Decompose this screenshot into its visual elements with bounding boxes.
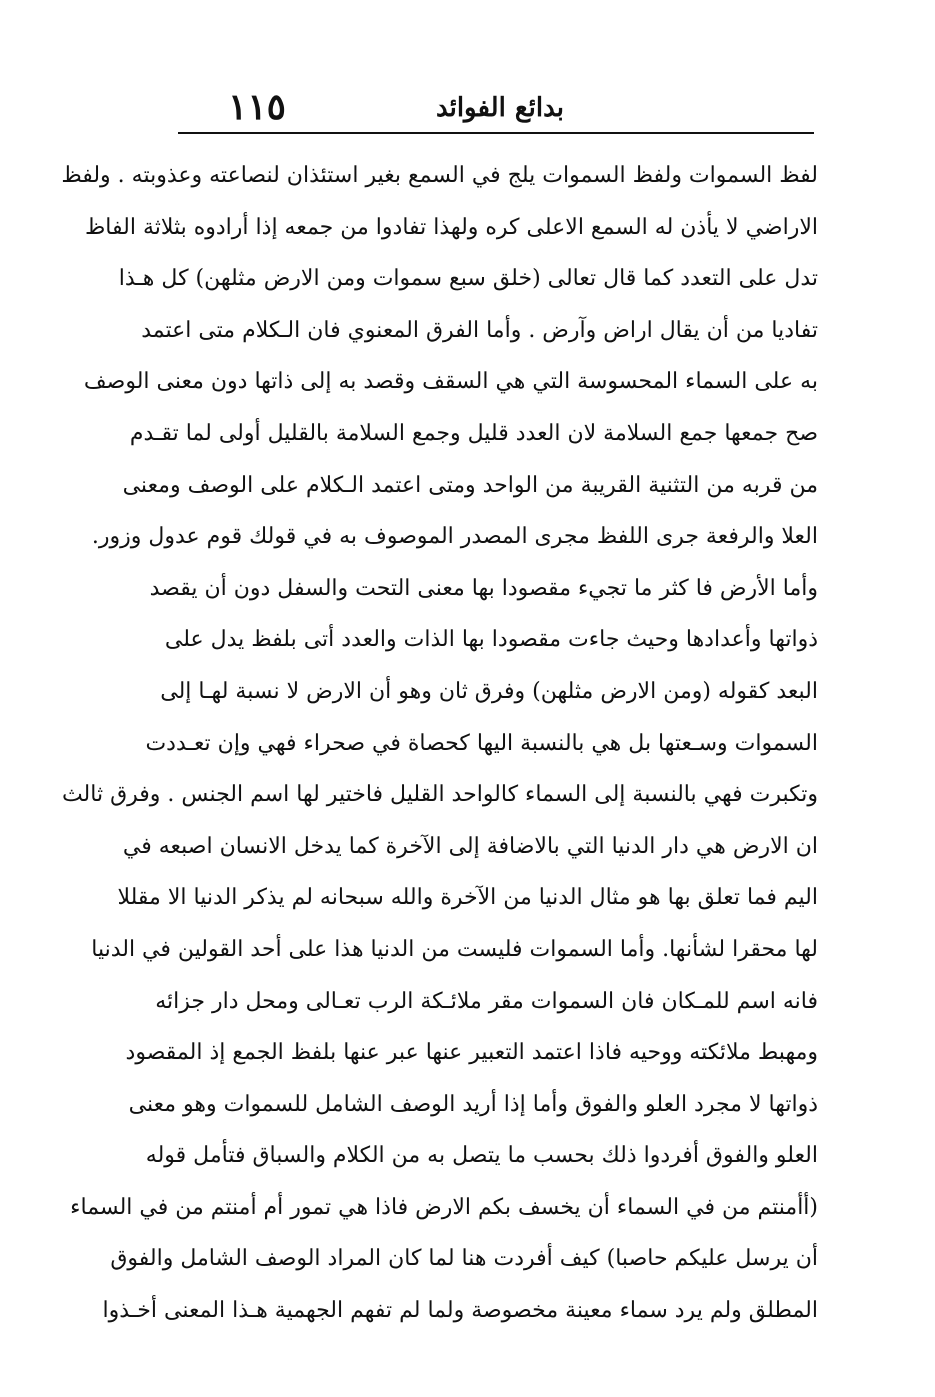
page-header bbox=[170, 82, 818, 132]
text-line: الاراضي لا يأذن له السمع الاعلى كره ولهذا تفادوا من جمعه إذا أرادوه بثلاثة الفاظ bbox=[84, 214, 818, 240]
text-line: المطلق ولم يرد سماء معينة مخصوصة ولما لم تفهم الجهمية هـذا المعنى أخـذوا bbox=[102, 1298, 818, 1324]
text-line: اليم فما تعلق بها هو مثال الدنيا من الآخرة والله سبحانه لم يذكر الدنيا الا مقللا bbox=[117, 885, 818, 911]
text-line: ومهبط ملائكته ووحيه فاذا اعتمد التعبير عنها عبر عنها بلفظ الجمع إذ المقصود bbox=[125, 1040, 818, 1066]
text-line: العلا والرفعة جرى اللفظ مجرى المصدر الموصوف به في قولك قوم عدول وزور. bbox=[91, 524, 818, 550]
text-line: البعد كقوله (ومن الارض مثلهن) وفرق ثان وهو أن الارض لا نسبة لهـا إلى bbox=[160, 678, 818, 704]
text-line: ان الارض هي دار الدنيا التي بالاضافة إلى الآخرة كما يدخل الانسان اصبعه في bbox=[122, 833, 818, 859]
text-line: أن يرسل عليكم حاصبا) كيف أفردت هنا لما كان المراد الوصف الشامل والفوق bbox=[110, 1246, 818, 1272]
running-title: بدائع الفوائد bbox=[435, 93, 565, 123]
text-line: ذواتها وأعدادها وحيث جاءت مقصودا بها الذات والعدد أتى بلفظ يدل على bbox=[164, 627, 818, 653]
text-line: تفاديا من أن يقال اراض وآرض . وأما الفرق المعنوي فان الـكلام متى اعتمد bbox=[141, 317, 818, 343]
text-line: العلو والفوق أفردوا ذلك بحسب ما يتصل به من الكلام والسباق فتأمل قوله bbox=[145, 1143, 818, 1169]
text-line: تدل على التعدد كما قال تعالى (خلق سبع سموات ومن الارض مثلهن) كل هـذا bbox=[118, 266, 818, 292]
text-line: لها محقرا لشأنها. وأما السموات فليست من الدنيا هذا على أحد القولين في الدنيا bbox=[91, 936, 818, 962]
page-number: ١١٥ bbox=[228, 86, 287, 128]
text-line: من قربه من التثنية القريبة من الواحد ومتى اعتمد الـكلام على الوصف ومعنى bbox=[122, 472, 818, 498]
text-line: (أأمنتم من في السماء أن يخسف بكم الارض فاذا هي تمور أم أمنتم من في السماء bbox=[70, 1194, 818, 1220]
text-line: ذواتها لا مجرد العلو والفوق وأما إذا أريد الوصف الشامل للسموات وهو معنى bbox=[128, 1091, 818, 1117]
text-line: لفظ السموات ولفظ السموات يلج في السمع بغير استئذان لنصاعته وعذوبته . ولفظ bbox=[61, 163, 818, 188]
text-line: فانه اسم للمـكان فان السموات مقر ملائـكة الرب تعـالى ومحل دار جزائه bbox=[155, 988, 818, 1014]
text-line: صح جمعها جمع السلامة لان العدد قليل وجمع السلامة بالقليل أولى لما تقـدم bbox=[129, 420, 818, 446]
text-line: السموات وسـعتها بل هي بالنسبة اليها كحصاة في صحراء فهي وإن تعـددت bbox=[145, 730, 818, 756]
body-text bbox=[61, 150, 818, 1337]
text-line: وأما الأرض فا كثر ما تجيء مقصودا بها معنى التحت والسفل دون أن يقصد bbox=[149, 575, 818, 601]
text-line: به على السماء المحسوسة التي هي السقف وقصد به إلى ذاتها دون معنى الوصف bbox=[83, 369, 818, 395]
text-line: وتكبرت فهي بالنسبة إلى السماء كالواحد القليل فاختير لها اسم الجنس . وفرق ثالث bbox=[61, 782, 818, 808]
header-rule bbox=[178, 132, 814, 134]
